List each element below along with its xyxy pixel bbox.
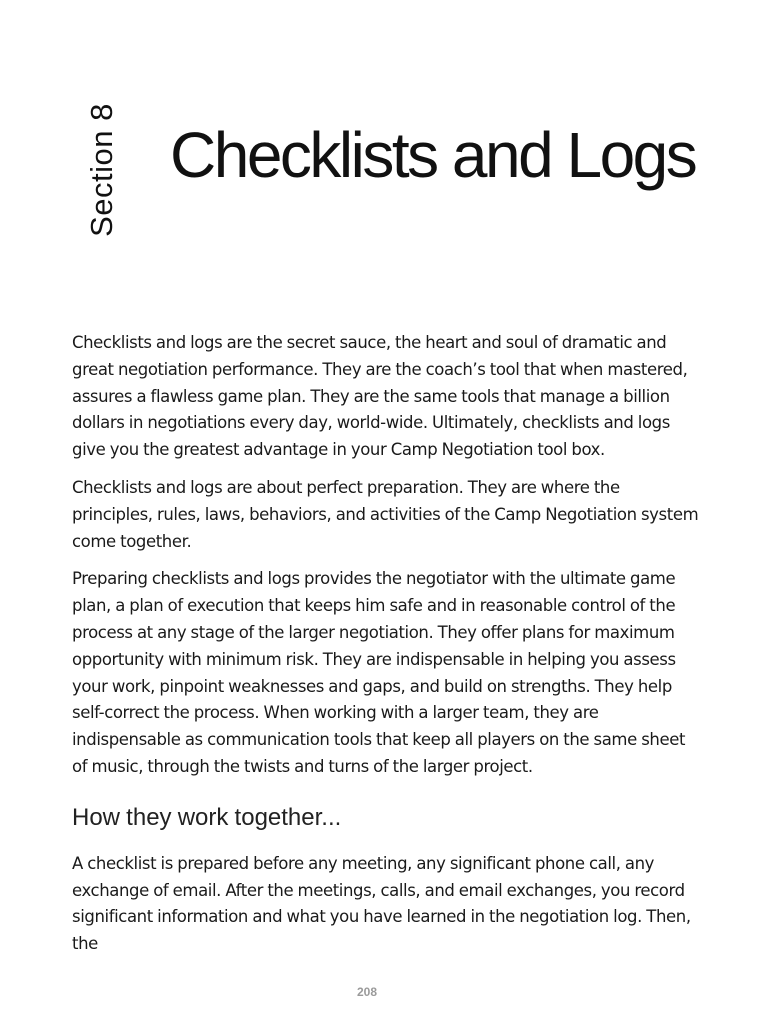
paragraph-4: A checklist is prepared before any meeting, any significant phone call, any exchange of email. After the meetings, calls, and email exchanges, you record significant information and what you have learned in the negotiation log. Then, the: [72, 853, 691, 954]
paragraph-3: Preparing checklists and logs provides the negotiator with the ultimate game plan, a plan of execution that keeps him safe and in reasonable control of the process at any stage of the larger negotiation. They offer plans for maximum opportunity with minimum risk. They are indispensable in helping you assess your work, pinpoint weaknesses and gaps, and build on strengths. They help self-correct the process. When working with a larger team, they are indispensable as communication tools that keep all players on the same sheet of music, through the twists and turns of the larger project.: [72, 569, 686, 776]
section-label-text: Section 8: [84, 103, 120, 237]
paragraph-2: Checklists and logs are about perfect preparation. They are where the principles, rules, laws, behaviors, and activities of the Camp Negotiation system come together.: [72, 477, 699, 551]
page-title: Checklists and Logs: [170, 119, 696, 191]
subheading: How they work together...: [72, 803, 342, 831]
body-content: [72, 330, 700, 969]
paragraph-1: Checklists and logs are the secret sauce, the heart and soul of dramatic and great negotiation performance. They are the coach’s tool that when mastered, assures a flawless game plan. They are the same tools that manage a billion dollars in negotiations every day, world-wide. Ultimately, checklists and logs give you the greatest advantage in your Camp Negotiation tool box.: [72, 333, 688, 460]
page-number: 208: [356, 985, 378, 999]
section-label: [82, 100, 122, 240]
